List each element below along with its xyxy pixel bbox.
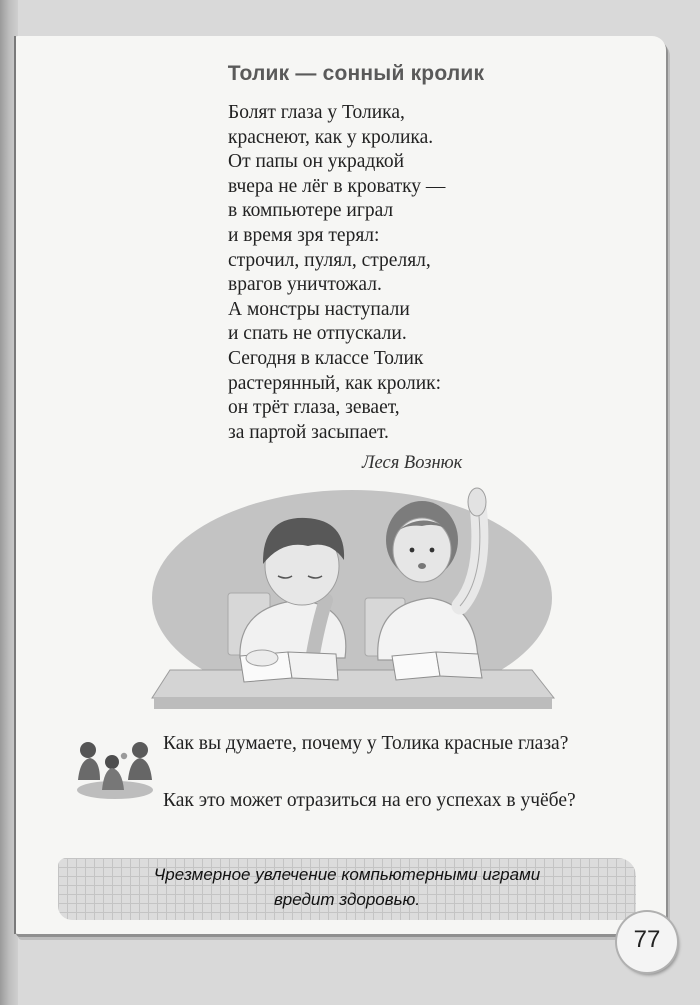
- poem-line: Сегодня в классе Толик: [228, 347, 424, 369]
- advice-text: [58, 862, 636, 912]
- page-number: 77: [633, 926, 661, 953]
- poem-line: и спать не отпускали.: [228, 323, 407, 345]
- page-edge: [14, 36, 16, 934]
- poem-line: и время зря терял:: [228, 224, 380, 246]
- poem-line: А монстры наступали: [228, 298, 410, 320]
- classroom-illustration: [140, 478, 565, 718]
- poem-line: Болят глаза у Толика,: [228, 102, 405, 123]
- poem-line: растерянный, как кролик:: [228, 372, 442, 394]
- poem-line: он трёт глаза, зевает,: [228, 397, 400, 419]
- poem-line: врагов уничтожал.: [228, 274, 382, 296]
- poem-text: [228, 101, 445, 445]
- poem-title: Толик — сонный кролик: [227, 62, 485, 85]
- question-1: Как вы думаете, почему у Толика красные глаза?: [163, 733, 569, 754]
- poem-line: за партой засыпает.: [228, 421, 389, 443]
- advice-line: Чрезмерное увлечение компьютерными играми: [153, 865, 541, 884]
- poem-line: вчера не лёг в кроватку —: [228, 175, 446, 197]
- poem-author: Леся Вознюк: [362, 453, 463, 473]
- poem-line: От папы он украдкой: [228, 151, 405, 173]
- question-2: Как это может отразиться на его успехах в учёбе?: [163, 790, 576, 811]
- group-discussion-icon: [72, 732, 158, 802]
- advice-line: вредит здоровью.: [273, 890, 421, 909]
- poem-line: строчил, пулял, стрелял,: [228, 249, 431, 271]
- poem-line: в компьютере играл: [228, 200, 394, 222]
- poem-line: краснеют, как у кролика.: [228, 126, 434, 148]
